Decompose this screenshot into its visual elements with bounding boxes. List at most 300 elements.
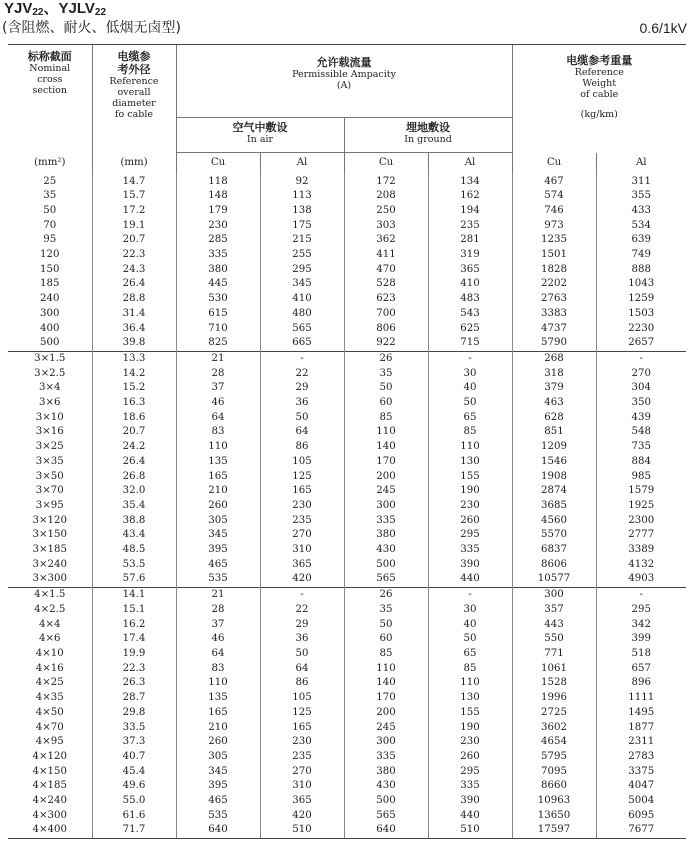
header-in-air-en: In air	[246, 134, 274, 145]
cell-ground-al: 85	[428, 425, 512, 440]
cell-diameter: 43.4	[92, 528, 176, 543]
cell-weight-al: 6095	[596, 809, 686, 824]
cell-weight-al: 985	[596, 470, 686, 485]
cell-ground-al: 110	[428, 440, 512, 455]
table-row	[8, 823, 686, 838]
cell-air-al: 230	[260, 735, 344, 750]
cell-weight-al: -	[596, 588, 686, 603]
cell-diameter: 57.6	[92, 572, 176, 587]
cell-air-al: 230	[260, 499, 344, 514]
cell-weight-al: 7677	[596, 823, 686, 838]
header-ground-cu: Cu	[344, 153, 428, 173]
cell-air-cu: 710	[176, 322, 260, 337]
voltage-rating: 0.6/1kV	[639, 20, 687, 36]
cell-air-cu: 395	[176, 543, 260, 558]
cell-section: 3×300	[32, 573, 67, 585]
cell-ground-al: 85	[428, 662, 512, 677]
table-row	[8, 322, 686, 337]
cell-section: 3×185	[32, 544, 67, 556]
cell-section: 3×240	[32, 558, 67, 570]
cell-ground-cu: 528	[344, 277, 428, 292]
cell-weight-al: -	[596, 351, 686, 366]
cell-section: 4×300	[32, 809, 67, 821]
cell-diameter: 53.5	[92, 558, 176, 573]
cell-diameter: 17.2	[92, 204, 176, 219]
cell-diameter: 14.1	[92, 588, 176, 603]
cell-ground-cu: 335	[344, 514, 428, 529]
cell-diameter: 29.8	[92, 706, 176, 721]
cell-ground-cu: 50	[344, 618, 428, 633]
cell-diameter: 22.3	[92, 662, 176, 677]
cell-ground-cu: 208	[344, 189, 428, 204]
cell-air-cu: 64	[176, 411, 260, 426]
cell-ground-cu: 700	[344, 307, 428, 322]
cell-section: 3×70	[35, 485, 64, 497]
header-in-ground-cn: 埋地敷设	[406, 121, 450, 134]
cell-section: 4×50	[35, 706, 64, 718]
cell-weight-al: 1579	[596, 484, 686, 499]
table-row	[8, 189, 686, 204]
cell-weight-cu: 1235	[512, 233, 596, 248]
cell-air-al: 105	[260, 455, 344, 470]
cell-weight-cu: 2874	[512, 484, 596, 499]
cell-section: 3×50	[35, 470, 64, 482]
cell-ground-cu: 623	[344, 292, 428, 307]
cell-weight-cu: 2725	[512, 706, 596, 721]
cell-weight-al: 518	[596, 647, 686, 662]
cell-ground-cu: 250	[344, 204, 428, 219]
title-separator: 、	[43, 0, 59, 17]
cell-air-al: 50	[260, 411, 344, 426]
cell-weight-cu: 771	[512, 647, 596, 662]
cell-section: 4×400	[8, 823, 92, 838]
cell-air-cu: 465	[176, 794, 260, 809]
cell-air-al: 125	[260, 470, 344, 485]
cell-section: 4×35	[35, 692, 64, 704]
cell-ground-cu: 500	[344, 558, 428, 573]
header-weight-unit: (kg/km)	[580, 109, 618, 120]
cell-air-al: 29	[260, 381, 344, 396]
cell-weight-al: 1503	[596, 307, 686, 322]
cell-section: 240	[40, 293, 60, 305]
cell-ground-cu: 245	[344, 484, 428, 499]
cell-weight-cu: 10577	[512, 572, 596, 587]
cell-weight-cu: 8660	[512, 779, 596, 794]
cell-weight-al: 657	[596, 662, 686, 677]
cell-diameter: 18.6	[92, 411, 176, 426]
cell-weight-al: 350	[596, 396, 686, 411]
header-ampacity-unit: (A)	[336, 80, 352, 91]
cell-weight-al: 4047	[596, 779, 686, 794]
cell-weight-al: 2783	[596, 750, 686, 765]
table-row	[8, 779, 686, 794]
cell-weight-al: 433	[596, 204, 686, 219]
cell-ground-cu: 200	[344, 706, 428, 721]
cell-ground-al: 295	[428, 528, 512, 543]
cell-diameter: 22.3	[92, 248, 176, 263]
cell-section: 4×120	[32, 750, 67, 762]
cell-section: 3×35	[35, 455, 64, 467]
cell-diameter: 26.8	[92, 470, 176, 485]
cell-ground-cu: 110	[344, 662, 428, 677]
cell-section: 35	[43, 190, 57, 202]
cell-ground-cu: 85	[344, 647, 428, 662]
cell-weight-al: 4903	[596, 572, 686, 587]
model-a-sub: 22	[32, 7, 44, 18]
cell-ground-al: 295	[428, 765, 512, 780]
table-row	[8, 706, 686, 721]
cell-air-cu: 535	[176, 572, 260, 587]
cell-section: 150	[40, 263, 60, 275]
cell-ground-al: 390	[428, 558, 512, 573]
page-title	[4, 0, 106, 19]
header-in-ground	[344, 118, 512, 153]
cell-section: 3×1.5	[8, 351, 92, 366]
cell-section: 4×150	[32, 765, 67, 777]
cell-air-cu: 640	[176, 823, 260, 838]
cell-diameter: 24.3	[92, 263, 176, 278]
cell-weight-cu: 3685	[512, 499, 596, 514]
cell-section: 3×95	[35, 499, 64, 511]
cell-section: 300	[40, 307, 60, 319]
cell-ground-al: 30	[428, 603, 512, 618]
table-row	[8, 455, 686, 470]
table-row	[8, 277, 686, 292]
cell-diameter: 17.4	[92, 632, 176, 647]
table-row	[8, 750, 686, 765]
cell-ground-al: 190	[428, 721, 512, 736]
header-weight-en-3: of cable	[580, 89, 619, 100]
cell-ground-al: 483	[428, 292, 512, 307]
table-row	[8, 765, 686, 780]
header-section	[8, 45, 92, 153]
cell-diameter: 14.2	[92, 367, 176, 382]
cell-section: 4×6	[39, 633, 61, 645]
cell-air-al: 310	[260, 779, 344, 794]
page-subtitle: (含阻燃、耐火、低烟无卤型)	[2, 20, 181, 36]
cell-ground-cu: 430	[344, 779, 428, 794]
cell-air-cu: 46	[176, 396, 260, 411]
cell-weight-cu: 5790	[512, 336, 596, 351]
cell-weight-cu: 574	[512, 189, 596, 204]
table-row	[8, 219, 686, 234]
cell-air-cu: 335	[176, 248, 260, 263]
cell-ground-al: 65	[428, 647, 512, 662]
cell-ground-cu: 380	[344, 765, 428, 780]
cell-weight-al: 399	[596, 632, 686, 647]
cell-weight-al: 4132	[596, 558, 686, 573]
cell-diameter: 40.7	[92, 750, 176, 765]
cell-air-al: 215	[260, 233, 344, 248]
cell-air-al: 64	[260, 662, 344, 677]
table-row	[8, 618, 686, 633]
table-row	[8, 558, 686, 573]
cell-weight-cu: 2763	[512, 292, 596, 307]
cell-ground-al: -	[428, 351, 512, 366]
cell-air-cu: 64	[176, 647, 260, 662]
cell-diameter: 38.8	[92, 514, 176, 529]
cell-weight-cu: 2202	[512, 277, 596, 292]
cell-diameter: 33.5	[92, 721, 176, 736]
header-diameter-en-4: fo cable	[115, 109, 153, 120]
table-row	[8, 603, 686, 618]
cell-ground-al: 715	[428, 336, 512, 351]
cell-ground-cu: 362	[344, 233, 428, 248]
table-row	[8, 470, 686, 485]
cell-diameter: 26.3	[92, 676, 176, 691]
cell-air-cu: 46	[176, 632, 260, 647]
cell-weight-al: 5004	[596, 794, 686, 809]
cell-ground-al: 40	[428, 381, 512, 396]
cell-weight-cu: 1828	[512, 263, 596, 278]
header-section-en-3: section	[32, 85, 67, 96]
cell-ground-cu: 300	[344, 735, 428, 750]
cell-air-cu: 825	[176, 336, 260, 351]
cell-air-cu: 21	[176, 351, 260, 366]
cell-air-al: 295	[260, 263, 344, 278]
cell-ground-cu: 35	[344, 367, 428, 382]
cell-diameter: 15.7	[92, 189, 176, 204]
cell-section: 4×185	[32, 780, 67, 792]
cell-ground-cu: 500	[344, 794, 428, 809]
cell-air-al: 255	[260, 248, 344, 263]
cell-weight-al: 2777	[596, 528, 686, 543]
cell-diameter: 32.0	[92, 484, 176, 499]
cell-ground-al: 335	[428, 779, 512, 794]
cell-air-al: 310	[260, 543, 344, 558]
cell-section: 4×2.5	[34, 603, 66, 615]
cell-air-cu: 305	[176, 750, 260, 765]
cell-air-al: -	[260, 588, 344, 603]
cell-air-cu: 535	[176, 809, 260, 824]
cell-weight-al: 884	[596, 455, 686, 470]
cell-air-al: 86	[260, 440, 344, 455]
cell-ground-al: 510	[428, 823, 512, 838]
cell-diameter: 45.4	[92, 765, 176, 780]
cell-air-cu: 165	[176, 706, 260, 721]
cell-diameter: 16.3	[92, 396, 176, 411]
four-core-group	[8, 588, 686, 839]
cell-ground-cu: 85	[344, 411, 428, 426]
cell-section: 25	[43, 175, 57, 187]
cell-ground-cu: 170	[344, 691, 428, 706]
header-weight-cu: Cu	[512, 153, 596, 173]
cell-ground-cu: 565	[344, 809, 428, 824]
cell-ground-al: 50	[428, 396, 512, 411]
cell-air-al: 365	[260, 794, 344, 809]
cell-section: 95	[43, 234, 57, 246]
cell-section: 400	[40, 322, 60, 334]
single-core-group	[8, 173, 686, 352]
cell-diameter: 15.2	[92, 381, 176, 396]
cell-air-cu: 530	[176, 292, 260, 307]
cell-weight-al: 1043	[596, 277, 686, 292]
cell-section: 3×2.5	[34, 367, 66, 379]
cell-air-cu: 395	[176, 779, 260, 794]
cell-air-cu: 110	[176, 676, 260, 691]
header-ampacity-cn: 允许载流量	[316, 56, 372, 69]
cell-air-cu: 37	[176, 381, 260, 396]
cell-ground-cu: 50	[344, 381, 428, 396]
cell-air-al: 105	[260, 691, 344, 706]
cell-air-al: 86	[260, 676, 344, 691]
cell-air-al: 36	[260, 632, 344, 647]
table-row	[8, 662, 686, 677]
cell-ground-cu: 470	[344, 263, 428, 278]
cell-air-al: 235	[260, 514, 344, 529]
cell-weight-cu: 443	[512, 618, 596, 633]
cell-air-al: 420	[260, 572, 344, 587]
cell-air-cu: 285	[176, 233, 260, 248]
cell-weight-al: 735	[596, 440, 686, 455]
cell-section: 70	[43, 219, 57, 231]
cell-air-cu: 28	[176, 367, 260, 382]
cell-ground-al: 440	[428, 572, 512, 587]
cell-air-cu: 135	[176, 455, 260, 470]
table-row	[8, 647, 686, 662]
cell-ground-al: 281	[428, 233, 512, 248]
cell-air-al: 420	[260, 809, 344, 824]
cell-air-al: 64	[260, 425, 344, 440]
table-row	[8, 425, 686, 440]
table-row	[8, 381, 686, 396]
model-b: YJLV	[58, 0, 95, 17]
cell-ground-al: 130	[428, 691, 512, 706]
cell-air-al: 345	[260, 277, 344, 292]
cell-ground-cu: 110	[344, 425, 428, 440]
header-weight-en-1: Reference	[574, 67, 624, 78]
cell-weight-cu: 8606	[512, 558, 596, 573]
cell-air-cu: 37	[176, 618, 260, 633]
cell-air-cu: 260	[176, 735, 260, 750]
cell-air-al: 565	[260, 322, 344, 337]
cell-ground-cu: 922	[344, 336, 428, 351]
table-row	[8, 528, 686, 543]
cell-diameter: 16.2	[92, 618, 176, 633]
cell-ground-al: 130	[428, 455, 512, 470]
cell-diameter: 26.4	[92, 277, 176, 292]
cell-weight-al: 888	[596, 263, 686, 278]
cell-weight-al: 2230	[596, 322, 686, 337]
cell-section: 4×95	[35, 736, 64, 748]
cell-diameter: 13.3	[92, 351, 176, 366]
cell-section: 4×1.5	[8, 588, 92, 603]
header-weight-en-2: Weight	[582, 78, 617, 89]
table-row	[8, 440, 686, 455]
cell-ground-al: 260	[428, 750, 512, 765]
cell-ground-cu: 140	[344, 676, 428, 691]
cell-diameter: 15.1	[92, 603, 176, 618]
cell-air-cu: 305	[176, 514, 260, 529]
cell-ground-al: 134	[428, 173, 512, 190]
cell-weight-cu: 550	[512, 632, 596, 647]
cell-air-cu: 110	[176, 440, 260, 455]
cell-section: 3×6	[39, 397, 61, 409]
cell-weight-cu: 4560	[512, 514, 596, 529]
cell-section: 4×25	[35, 677, 64, 689]
cell-weight-al: 534	[596, 219, 686, 234]
cell-section: 3×4	[39, 382, 61, 394]
cell-weight-cu: 1908	[512, 470, 596, 485]
table-row	[8, 543, 686, 558]
cell-weight-al: 311	[596, 173, 686, 190]
cell-weight-al: 749	[596, 248, 686, 263]
cell-ground-al: 335	[428, 543, 512, 558]
table-row	[8, 588, 686, 603]
cell-weight-cu: 3383	[512, 307, 596, 322]
cell-air-cu: 210	[176, 721, 260, 736]
table-row	[8, 676, 686, 691]
table-row	[8, 721, 686, 736]
cell-air-cu: 260	[176, 499, 260, 514]
cell-weight-cu: 3602	[512, 721, 596, 736]
header-section-en-2: cross	[37, 74, 63, 85]
cell-section: 500	[40, 337, 60, 349]
cell-section: 4×4	[39, 618, 61, 630]
cell-weight-al: 1495	[596, 706, 686, 721]
cell-diameter: 19.1	[92, 219, 176, 234]
cell-weight-cu: 467	[512, 173, 596, 190]
cell-air-cu: 230	[176, 219, 260, 234]
cell-ground-cu: 300	[344, 499, 428, 514]
table-row	[8, 248, 686, 263]
cell-ground-al: 162	[428, 189, 512, 204]
cell-ground-cu: 380	[344, 528, 428, 543]
cell-diameter: 35.4	[92, 499, 176, 514]
cell-weight-al: 295	[596, 603, 686, 618]
cell-air-al: 235	[260, 750, 344, 765]
cell-air-cu: 83	[176, 662, 260, 677]
cell-weight-al: 304	[596, 381, 686, 396]
cell-weight-cu: 357	[512, 603, 596, 618]
cell-weight-cu: 6837	[512, 543, 596, 558]
header-section-unit: (mm²)	[34, 157, 66, 168]
cell-ground-al: 155	[428, 706, 512, 721]
cable-spec-table	[8, 44, 686, 839]
table-row	[8, 367, 686, 382]
cell-ground-cu: 565	[344, 572, 428, 587]
cell-ground-al: 230	[428, 735, 512, 750]
cell-ground-al: 190	[428, 484, 512, 499]
cell-ground-cu: 411	[344, 248, 428, 263]
cell-weight-al: 1877	[596, 721, 686, 736]
cell-air-cu: 615	[176, 307, 260, 322]
cell-weight-cu: 10963	[512, 794, 596, 809]
cell-weight-cu: 4737	[512, 322, 596, 337]
cell-air-cu: 380	[176, 263, 260, 278]
cell-diameter: 26.4	[92, 455, 176, 470]
cell-ground-cu: 335	[344, 750, 428, 765]
cell-weight-cu: 379	[512, 381, 596, 396]
header-section-en-1: Nominal	[29, 63, 71, 74]
cell-air-al: 480	[260, 307, 344, 322]
cell-section: 3×25	[35, 441, 64, 453]
cell-diameter: 37.3	[92, 735, 176, 750]
cell-air-cu: 118	[176, 173, 260, 190]
cell-air-al: 270	[260, 765, 344, 780]
table-row	[8, 514, 686, 529]
cell-air-cu: 445	[176, 277, 260, 292]
cell-air-al: 29	[260, 618, 344, 633]
cell-air-al: 510	[260, 823, 344, 838]
cell-weight-al: 3389	[596, 543, 686, 558]
cell-ground-cu: 26	[344, 351, 428, 366]
cell-weight-al: 270	[596, 367, 686, 382]
cell-weight-cu: 1209	[512, 440, 596, 455]
table-row	[8, 411, 686, 426]
cell-air-al: 22	[260, 603, 344, 618]
cell-ground-al: 194	[428, 204, 512, 219]
